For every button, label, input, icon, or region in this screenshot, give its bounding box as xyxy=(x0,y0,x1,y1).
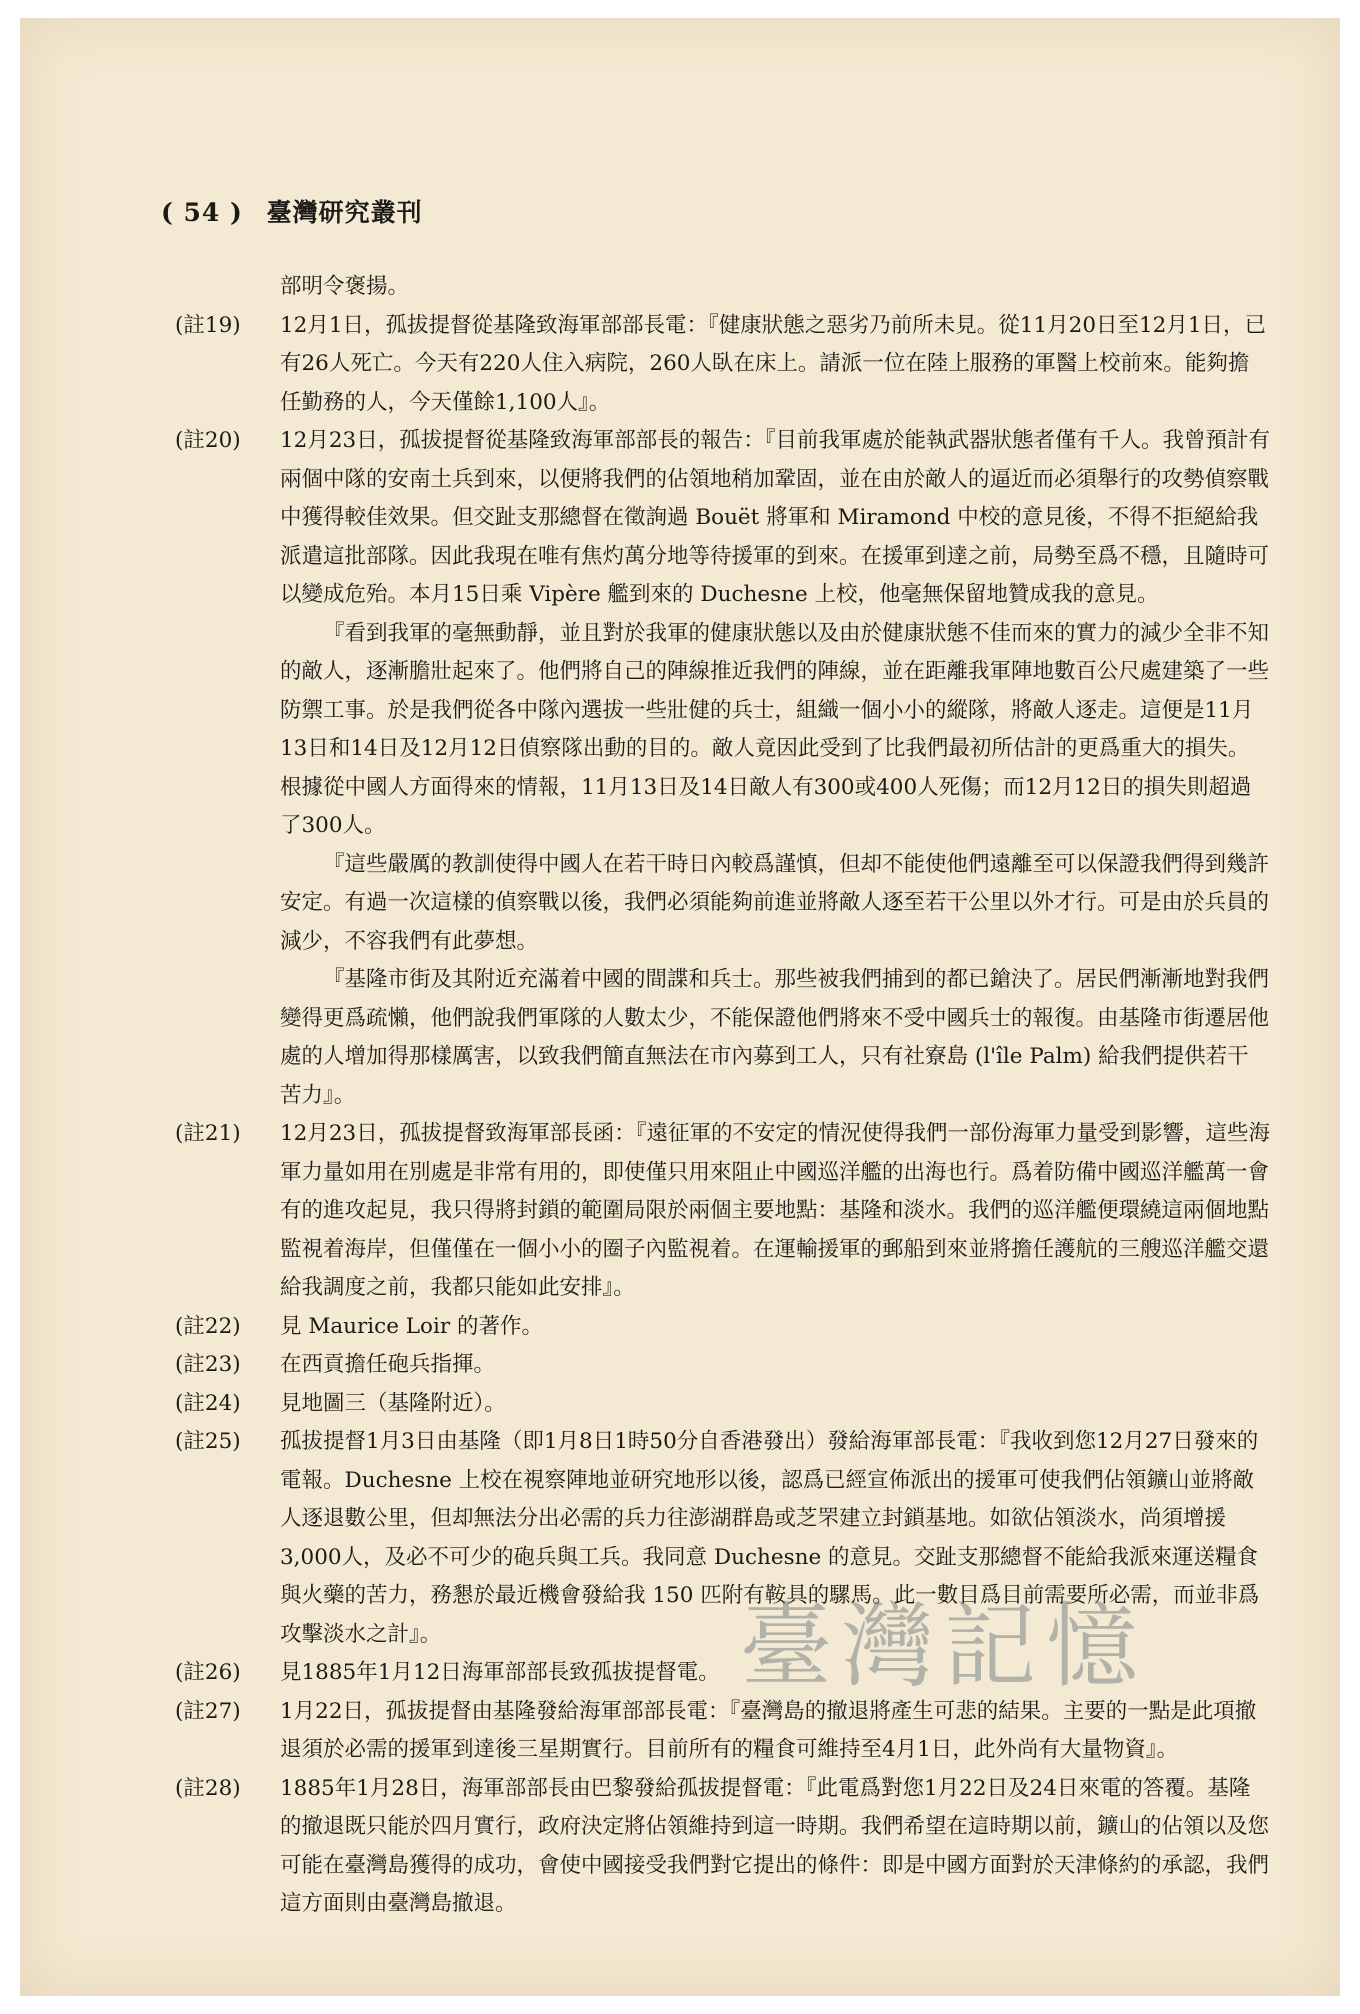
page-number: ( 54 ) xyxy=(161,198,243,227)
footnote-paragraph: 『這些嚴厲的教訓使得中國人在若干時日內較爲謹慎，但却不能使他們遠離至可以保證我們得到幾許安定。有過一次這樣的偵察戰以後，我們必須能夠前進並將敵人逐至若干公里以外才行。可是由於兵員的減少，不容我們有此夢想。 xyxy=(280,851,1270,954)
footnote-text: 1885年1月28日，海軍部部長由巴黎發給孤拔提督電：『此電爲對您1月22日及24日來電的答覆。基隆的撤退既只能於四月實行，政府決定將佔領維持到這一時期。我們希望在這時期以前，鑛山的佔領以及您可能在臺灣島獲得的成功，會使中國接受我們對它提出的條件：即是中國方面對於天津條約的承認，我們這方面則由臺灣島撤退。 xyxy=(280,1775,1270,1916)
footnote-label: (註24) xyxy=(175,1390,241,1416)
footnote xyxy=(175,1308,1270,1347)
footnote-label: (註20) xyxy=(175,428,241,453)
footnote-paragraph: 『看到我軍的毫無動靜，並且對於我軍的健康狀態以及由於健康狀態不佳而來的實力的減少全非不知的敵人，逐漸膽壯起來了。他們將自己的陣線推近我們的陣線，並在距離我軍陣地數百公尺處建築了一些防禦工事。於是我們從各中隊內選拔一些壯健的兵士，組織一個小小的縱隊，將敵人逐走。這便是11月13日和14日及12月12日偵察隊出動的目的。敵人竟因此受到了比我們最初所估計的更爲重大的損失。根據從中國人方面得來的情報，11月13日及14日敵人有300或400人死傷；而12月12日的損失則超過了300人。 xyxy=(280,620,1270,838)
footnote-label: (註23) xyxy=(175,1352,241,1377)
footnote xyxy=(175,307,1270,423)
footnote-label: (註22) xyxy=(175,1313,241,1339)
footnote-text: 12月23日，孤拔提督致海軍部長函：『遠征軍的不安定的情況使得我們一部份海軍力量受到影響，這些海軍力量如用在別處是非常有用的，即使僅只用來阻止中國巡洋艦的出海也行。爲着防備中國巡洋艦萬一會有的進攻起見，我只得將封鎖的範圍局限於兩個主要地點：基隆和淡水。我們的巡洋艦便環繞這兩個地點監視着海岸，但僅僅在一個小小的圈子內監視着。在運輸援軍的郵船到來並將擔任護航的三艘巡洋艦交還給我調度之前，我都只能如此安排』。 xyxy=(280,1121,1270,1300)
footnote-label: (註25) xyxy=(175,1429,241,1454)
document-page xyxy=(20,18,1340,1996)
footnote-text: 孤拔提督1月3日由基隆（即1月8日1時50分自香港發出）發給海軍部長電：『我收到您12月27日發來的電報。Duchesne 上校在視察陣地並研究地形以後，認爲已經宣佈派出的援軍可使我們佔領鑛山並將敵人逐退數公里，但却無法分出必需的兵力往澎湖群島或芝罘建立封鎖基地。如欲佔領淡水，尚須增援3,000人，及必不可少的砲兵與工兵。我同意 Duchesne 的意見。交趾支那總督不能給我派來運送糧食與火藥的苦力，務懇於最近機會發給我 150 匹附有鞍具的騾馬。此一數目爲目前需要所必需，而並非爲攻擊淡水之計』。 xyxy=(280,1429,1260,1647)
footnote-text: 在西貢擔任砲兵指揮。 xyxy=(280,1352,496,1377)
footnote xyxy=(175,1385,1270,1424)
footnote xyxy=(175,1770,1270,1924)
continuation-line: 部明令褒揚。 xyxy=(280,274,410,299)
library-watermark: 臺灣記憶 xyxy=(740,1593,1149,1700)
footnote xyxy=(175,1346,1270,1385)
footnote-text: 12月23日，孤拔提督從基隆致海軍部部長的報告：『目前我軍處於能執武器狀態者僅有千人。我曾預計有兩個中隊的安南土兵到來，以便將我們的佔領地稍加鞏固，並在由於敵人的逼近而必須舉行的攻勢偵察戰中獲得較佳效果。但交趾支那總督在徵詢過 Bouët 將軍和 Miramond 中校的意見後，不得不拒絕給我派遣這批部隊。因此我現在唯有焦灼萬分地等待援軍的到來。在援軍到達之前，局勢至爲不穩，且隨時可以變成危殆。本月15日乘 Vipère 艦到來的 Duchesne 上校，他毫無保留地贊成我的意見。 xyxy=(280,428,1270,607)
footnote-label: (註21) xyxy=(175,1121,241,1146)
footnote-paragraph: 『基隆市街及其附近充滿着中國的間諜和兵士。那些被我們捕到的都已鎗決了。居民們漸漸地對我們變得更爲疏懶，他們說我們軍隊的人數太少，不能保證他們將來不受中國兵士的報復。由基隆市街遷居他處的人增加得那樣厲害，以致我們簡直無法在市內募到工人，只有社寮島 (l'île Palm) 給我們提供若干苦力』。 xyxy=(280,967,1270,1108)
footnote-label: (註19) xyxy=(175,312,241,338)
footnote-text: 12月1日，孤拔提督從基隆致海軍部部長電：『健康狀態之惡劣乃前所未見。從11月20日至12月1日，已有26人死亡。今天有220人住入病院，260人臥在床上。請派一位在陸上服務的軍醫上校前來。能夠擔任勤務的人，今天僅餘1,100人』。 xyxy=(280,312,1267,415)
footnote-label: (註28) xyxy=(175,1775,241,1801)
journal-title: 臺灣研究叢刊 xyxy=(266,198,423,227)
footnote-label: (註26) xyxy=(175,1660,241,1685)
footnote-text: 1月22日，孤拔提督由基隆發給海軍部部長電：『臺灣島的撤退將產生可悲的結果。主要的一點是此項撤退須於必需的援軍到達後三星期實行。目前所有的糧食可維持至4月1日，此外尚有大量物資』。 xyxy=(280,1698,1257,1762)
footnote-text: 見 Maurice Loir 的著作。 xyxy=(280,1313,543,1339)
footnote xyxy=(175,1115,1270,1308)
footnote-text: 見地圖三（基隆附近）。 xyxy=(280,1390,506,1416)
page-header xyxy=(161,193,423,229)
footnote xyxy=(175,422,1270,615)
footnote-label: (註27) xyxy=(175,1698,241,1724)
footnote-text: 見1885年1月12日海軍部部長致孤拔提督電。 xyxy=(280,1660,720,1685)
